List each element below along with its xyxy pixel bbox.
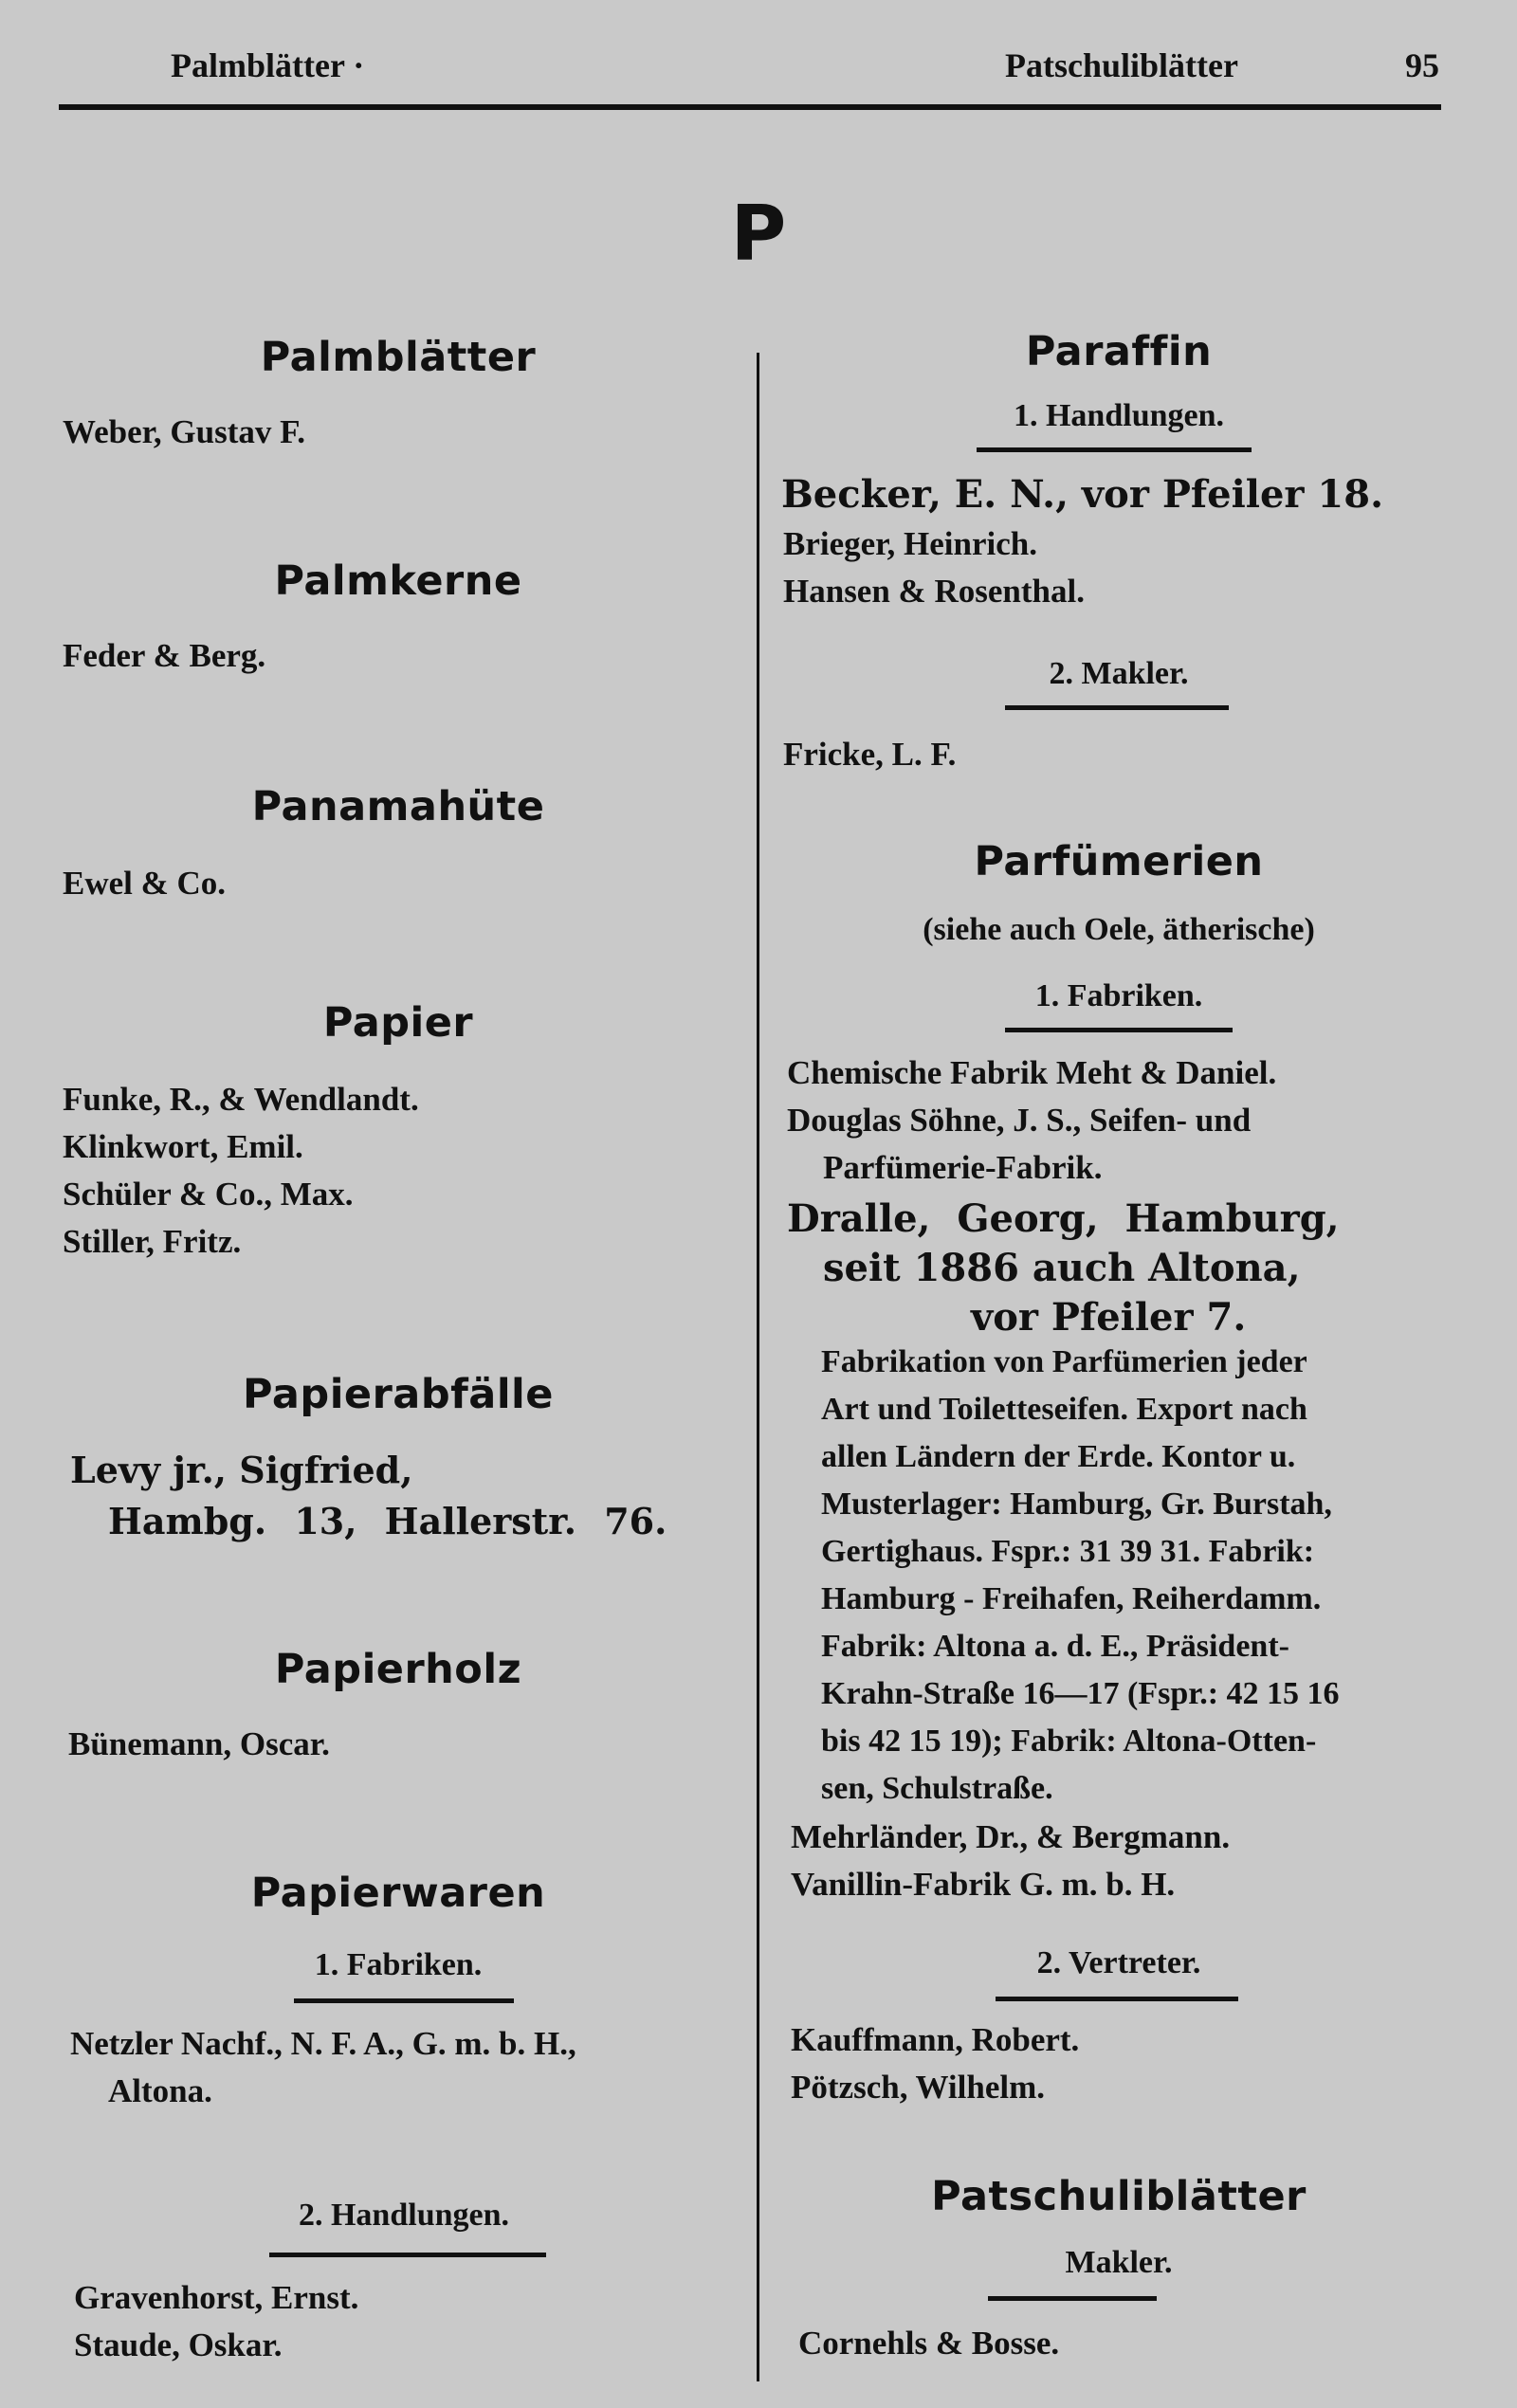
description-line: Hamburg - Freihafen, Reiherdamm. [821, 1581, 1322, 1616]
subheading-rule [1005, 705, 1229, 710]
entry: Hansen & Rosenthal. [783, 573, 1085, 610]
heading-papierabfaelle: Papierabfälle [243, 1371, 554, 1418]
subheading-rule [1005, 1028, 1233, 1032]
subheading-rule [269, 2253, 546, 2257]
heading-palmkerne: Palmkerne [274, 557, 522, 605]
entry: Douglas Söhne, J. S., Seifen- und [787, 1102, 1252, 1139]
subheading-rule [996, 1997, 1238, 2001]
subheading: 1. Handlungen. [1013, 398, 1225, 433]
description-line: allen Ländern der Erde. Kontor u. [821, 1439, 1296, 1474]
entry: Cornehls & Bosse. [798, 2325, 1060, 2362]
entry: Stiller, Fritz. [63, 1223, 242, 1260]
entry-bold: Levy jr., Sigfried, [70, 1449, 413, 1491]
entry: Brieger, Heinrich. [783, 525, 1037, 562]
heading-parfuemerien: Parfümerien [974, 838, 1264, 885]
heading-papierholz: Papierholz [274, 1646, 522, 1693]
description-line: Musterlager: Hamburg, Gr. Burstah, [821, 1487, 1332, 1522]
entry: Weber, Gustav F. [63, 413, 306, 450]
entry: Chemische Fabrik Meht & Daniel. [787, 1054, 1277, 1091]
entry: Vanillin-Fabrik G. m. b. H. [791, 1866, 1176, 1903]
entry-bold: vor Pfeiler 7. [971, 1295, 1247, 1340]
entry: Kauffmann, Robert. [791, 2021, 1080, 2058]
entry: Schüler & Co., Max. [63, 1176, 354, 1213]
entry: Klinkwort, Emil. [63, 1128, 303, 1165]
entry: Netzler Nachf., N. F. A., G. m. b. H., [70, 2025, 576, 2062]
entry: Altona. [108, 2072, 212, 2109]
running-head-left: Palmblätter · [171, 46, 365, 84]
subheading-rule [988, 2296, 1157, 2301]
entry-bold: Becker, E. N., vor Pfeiler 18. [781, 472, 1383, 517]
description-line: Fabrik: Altona a. d. E., Präsident- [821, 1629, 1289, 1664]
subheading-rule [294, 1998, 514, 2003]
entry: Fricke, L. F. [783, 736, 957, 773]
subheading: 2. Makler. [1049, 656, 1189, 691]
entry: Gravenhorst, Ernst. [74, 2279, 359, 2316]
entry-bold: Dralle, Georg, Hamburg, [787, 1196, 1340, 1241]
description-line: sen, Schulstraße. [821, 1771, 1053, 1806]
description-line: Fabrikation von Parfümerien jeder [821, 1344, 1307, 1379]
column-divider [757, 353, 759, 2381]
description-line: Krahn-Straße 16—17 (Fspr.: 42 15 16 [821, 1676, 1340, 1711]
heading-palmblaetter: Palmblätter [260, 334, 537, 381]
page-number: 95 [1405, 46, 1439, 84]
section-letter: P [730, 190, 787, 278]
heading-papierwaren: Papierwaren [250, 1870, 546, 1917]
heading-papier: Papier [322, 999, 474, 1047]
cross-reference-note: (siehe auch Oele, ätherische) [923, 912, 1315, 947]
subheading-rule [977, 447, 1252, 452]
header-rule [59, 104, 1441, 110]
subheading: 2. Vertreter. [1036, 1945, 1201, 1980]
entry: Ewel & Co. [63, 865, 227, 902]
entry: Feder & Berg. [63, 637, 266, 674]
subheading: Makler. [1065, 2245, 1173, 2280]
subheading: 2. Handlungen. [298, 2198, 510, 2233]
entry-bold: Hambg. 13, Hallerstr. 76. [108, 1500, 667, 1542]
entry: Bünemann, Oscar. [68, 1725, 330, 1762]
heading-patschuliblaetter: Patschuliblätter [931, 2173, 1307, 2220]
entry-bold: seit 1886 auch Altona, [823, 1246, 1301, 1290]
entry: Pötzsch, Wilhelm. [791, 2069, 1046, 2106]
entry: Staude, Oskar. [74, 2326, 283, 2363]
entry: Funke, R., & Wendlandt. [63, 1081, 419, 1118]
heading-panamahuete: Panamahüte [251, 783, 545, 830]
heading-paraffin: Paraffin [1025, 328, 1213, 375]
description-line: Gertighaus. Fspr.: 31 39 31. Fabrik: [821, 1534, 1315, 1569]
description-line: Art und Toiletteseifen. Export nach [821, 1392, 1307, 1427]
description-line: bis 42 15 19); Fabrik: Altona-Otten- [821, 1724, 1317, 1759]
entry: Mehrländer, Dr., & Bergmann. [791, 1818, 1231, 1855]
running-head-right: Patschuliblätter [1005, 46, 1238, 84]
subheading: 1. Fabriken. [314, 1947, 483, 1982]
entry: Parfümerie-Fabrik. [823, 1149, 1103, 1186]
subheading: 1. Fabriken. [1034, 978, 1203, 1013]
